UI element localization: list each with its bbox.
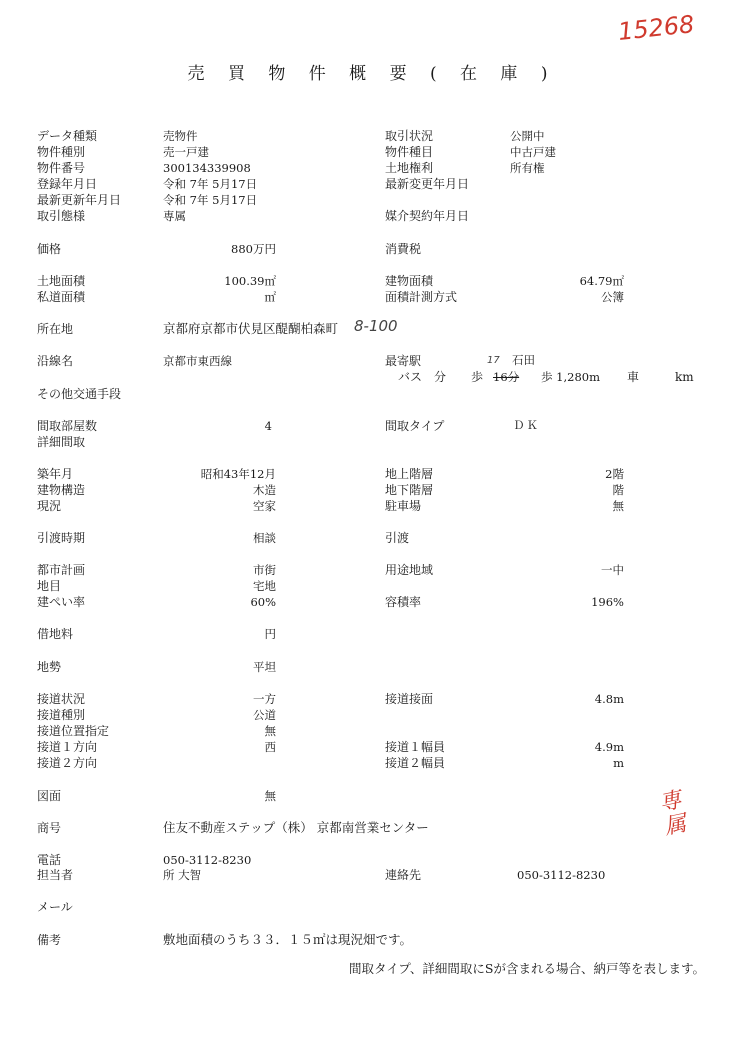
label-property-no: 物件番号 <box>37 161 86 175</box>
label-item-type: 物件種目 <box>385 145 434 159</box>
value-land-category: 宅地 <box>253 579 276 593</box>
value-status: 空家 <box>253 499 276 513</box>
value-property-no: 300134339908 <box>163 161 251 175</box>
label-bus: バス <box>398 370 423 384</box>
label-km: km <box>675 370 694 384</box>
label-zoning: 用途地域 <box>385 563 434 577</box>
label-phone: 電話 <box>37 853 62 867</box>
value-lease-fee: 円 <box>264 627 276 641</box>
label-data-type: データ種類 <box>37 129 98 143</box>
label-floors-down: 地下階層 <box>385 483 434 497</box>
value-price: 880万円 <box>231 242 276 256</box>
label-car: 車 <box>627 370 640 384</box>
value-road2-width: m <box>613 756 624 770</box>
value-floors-down: 階 <box>612 483 624 497</box>
value-coverage: 60% <box>250 595 276 609</box>
label-room-detail: 詳細間取 <box>37 435 86 449</box>
label-handover: 引渡時期 <box>37 531 86 545</box>
value-road-designation: 無 <box>264 724 276 738</box>
label-line: 沿線名 <box>37 354 74 368</box>
value-terrain: 平坦 <box>253 660 276 674</box>
label-road-status: 接道状況 <box>37 692 86 706</box>
value-road1-width: 4.9m <box>594 740 624 754</box>
label-handover2: 引渡 <box>385 531 410 545</box>
label-contact: 連絡先 <box>385 868 422 882</box>
footnote: 間取タイプ、詳細間取にSが含まれる場合、納戸等を表します。 <box>349 961 705 976</box>
label-land-right: 土地権利 <box>385 161 434 175</box>
label-drawing: 図面 <box>37 789 62 803</box>
value-registered: 令和 7年 5月17日 <box>163 177 258 191</box>
value-road1-dir: 西 <box>264 740 276 754</box>
page-title: 売 買 物 件 概 要 ( 在 庫 ) <box>187 64 557 84</box>
value-structure: 木造 <box>253 483 276 497</box>
label-property-class: 物件種別 <box>37 145 86 159</box>
label-road1-dir: 接道１方向 <box>37 740 98 754</box>
value-handover: 相談 <box>253 531 276 545</box>
value-land-right: 所有権 <box>510 161 545 175</box>
label-structure: 建物構造 <box>37 483 86 497</box>
label-trade-status: 取引状況 <box>385 129 434 143</box>
value-parking: 無 <box>612 499 624 513</box>
label-built: 築年月 <box>37 467 74 481</box>
value-zoning: 一中 <box>601 563 624 577</box>
label-bus-min: 分 <box>434 370 447 384</box>
label-address: 所在地 <box>37 322 74 336</box>
label-agent: 担当者 <box>37 868 74 882</box>
label-city-plan: 都市計画 <box>37 563 86 577</box>
label-floors-up: 地上階層 <box>385 467 434 481</box>
value-drawing: 無 <box>264 789 276 803</box>
label-building-area: 建物面積 <box>385 274 434 288</box>
label-parking: 駐車場 <box>385 499 422 513</box>
value-road-status: 一方 <box>253 692 276 706</box>
label-road2-dir: 接道２方向 <box>37 756 98 770</box>
value-area-method: 公簿 <box>601 290 624 304</box>
handwritten-walk-correction: 17 <box>487 355 500 366</box>
label-terrain: 地勢 <box>37 660 62 674</box>
label-tax: 消費税 <box>385 242 422 256</box>
value-updated: 令和 7年 5月17日 <box>163 193 258 207</box>
value-road-type: 公道 <box>253 708 276 722</box>
label-road1-width: 接道１幅員 <box>385 740 446 754</box>
value-building-area: 64.79㎡ <box>579 274 624 288</box>
label-other-transport: その他交通手段 <box>37 387 122 401</box>
value-walk-min: 16分 <box>493 370 520 384</box>
value-property-class: 売一戸建 <box>163 145 209 159</box>
value-company: 住友不動産ステップ（株） 京都南営業センター <box>163 820 429 835</box>
label-land-category: 地目 <box>37 579 62 593</box>
value-agent: 所 大智 <box>163 868 202 882</box>
value-trade-mode: 専属 <box>163 209 186 223</box>
label-road-contact: 接道接面 <box>385 692 434 706</box>
value-remarks: 敷地面積のうち３３．１５㎡は現況畑です。 <box>163 932 413 947</box>
label-road-designation: 接道位置指定 <box>37 724 110 738</box>
label-price: 価格 <box>37 242 62 256</box>
label-road2-width: 接道２幅員 <box>385 756 446 770</box>
label-updated: 最新更新年月日 <box>37 193 122 207</box>
label-private-road: 私道面積 <box>37 290 86 304</box>
value-item-type: 中古戸建 <box>510 145 556 159</box>
label-far: 容積率 <box>385 595 422 609</box>
label-bus-walk: 歩 <box>471 370 484 384</box>
label-rooms: 間取部屋数 <box>37 419 98 433</box>
label-status: 現況 <box>37 499 62 513</box>
value-private-road: ㎡ <box>264 290 276 304</box>
value-walk-dist: 歩 1,280m <box>541 370 600 384</box>
label-land-area: 土地面積 <box>37 274 86 288</box>
label-trade-mode: 取引態様 <box>37 209 86 223</box>
value-contact: 050-3112-8230 <box>517 868 606 882</box>
label-mediation: 媒介契約年月日 <box>385 209 470 223</box>
label-lease-fee: 借地料 <box>37 627 74 641</box>
label-registered: 登録年月日 <box>37 177 98 191</box>
label-coverage: 建ぺい率 <box>37 595 86 609</box>
value-road-contact: 4.8m <box>594 692 624 706</box>
value-built: 昭和43年12月 <box>200 467 276 481</box>
stamp-number: 15268 <box>616 10 696 46</box>
value-data-type: 売物件 <box>163 129 198 143</box>
value-trade-status: 公開中 <box>510 129 545 143</box>
label-company: 商号 <box>37 821 62 835</box>
label-station: 最寄駅 <box>385 354 422 368</box>
label-mail: メール <box>37 900 73 914</box>
value-floors-up: 2階 <box>605 467 624 481</box>
value-land-area: 100.39㎡ <box>224 274 276 288</box>
handwritten-seal: 専属 <box>657 787 689 841</box>
label-road-type: 接道種別 <box>37 708 86 722</box>
value-city-plan: 市街 <box>253 563 276 577</box>
label-remarks: 備考 <box>37 933 62 947</box>
label-layout-type: 間取タイプ <box>385 419 445 433</box>
value-line: 京都市東西線 <box>163 354 232 368</box>
label-area-method: 面積計測方式 <box>385 290 458 304</box>
label-latest-change: 最新変更年月日 <box>385 177 470 191</box>
value-layout-type: ＤＫ <box>513 418 540 432</box>
handwritten-address-number: 8-100 <box>354 317 398 335</box>
value-address: 京都府京都市伏見区醍醐柏森町 <box>163 321 339 336</box>
value-rooms: 4 <box>264 419 272 433</box>
value-far: 196% <box>591 595 624 609</box>
value-phone: 050-3112-8230 <box>163 853 252 867</box>
value-station: 石田 <box>512 353 535 367</box>
